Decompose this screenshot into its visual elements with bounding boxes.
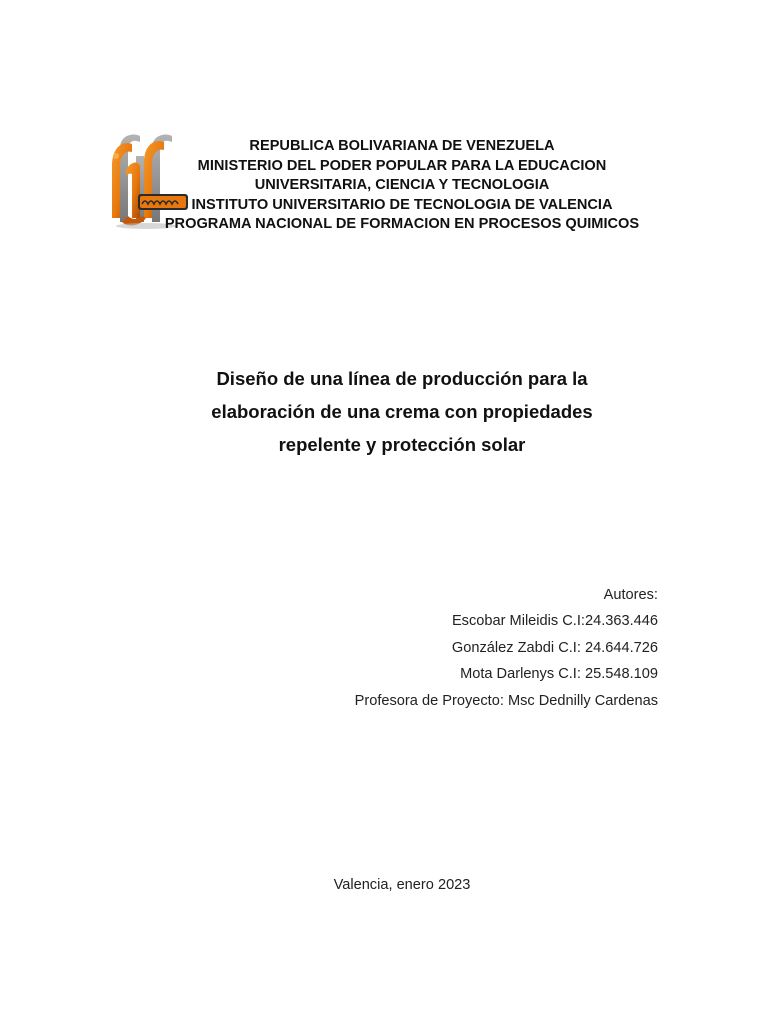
author-line: González Zabdi C.I: 24.644.726 bbox=[451, 639, 658, 656]
header-line-institute: INSTITUTO UNIVERSITARIO DE TECNOLOGIA DE VALENCIA bbox=[191, 196, 613, 213]
header-line-ministry: MINISTERIO DEL PODER POPULAR PARA LA EDUCACION bbox=[197, 157, 607, 174]
title-line-3: repelente y protección solar bbox=[278, 434, 526, 455]
title-line-1: Diseño de una línea de producción para la bbox=[216, 368, 588, 389]
document-title bbox=[150, 362, 654, 461]
header-line-ministry-cont: UNIVERSITARIA, CIENCIA Y TECNOLOGIA bbox=[254, 177, 550, 193]
authors-block bbox=[238, 582, 658, 714]
header-line-country: REPUBLICA BOLIVARIANA DE VENEZUELA bbox=[249, 138, 555, 154]
authors-heading: Autores: bbox=[603, 587, 658, 603]
place-date: Valencia, enero 2023 bbox=[333, 877, 471, 893]
title-line-2: elaboración de una crema con propiedades bbox=[211, 401, 593, 422]
author-line: Escobar Mileidis C.I:24.363.446 bbox=[451, 613, 658, 630]
advisor-line: Profesora de Proyecto: Msc Dednilly Cardenas bbox=[354, 692, 658, 709]
author-line: Mota Darlenys C.I: 25.548.109 bbox=[460, 666, 658, 683]
institution-header bbox=[130, 137, 674, 235]
header-line-program: PROGRAMA NACIONAL DE FORMACION EN PROCESOS QUIMICOS bbox=[164, 216, 640, 232]
